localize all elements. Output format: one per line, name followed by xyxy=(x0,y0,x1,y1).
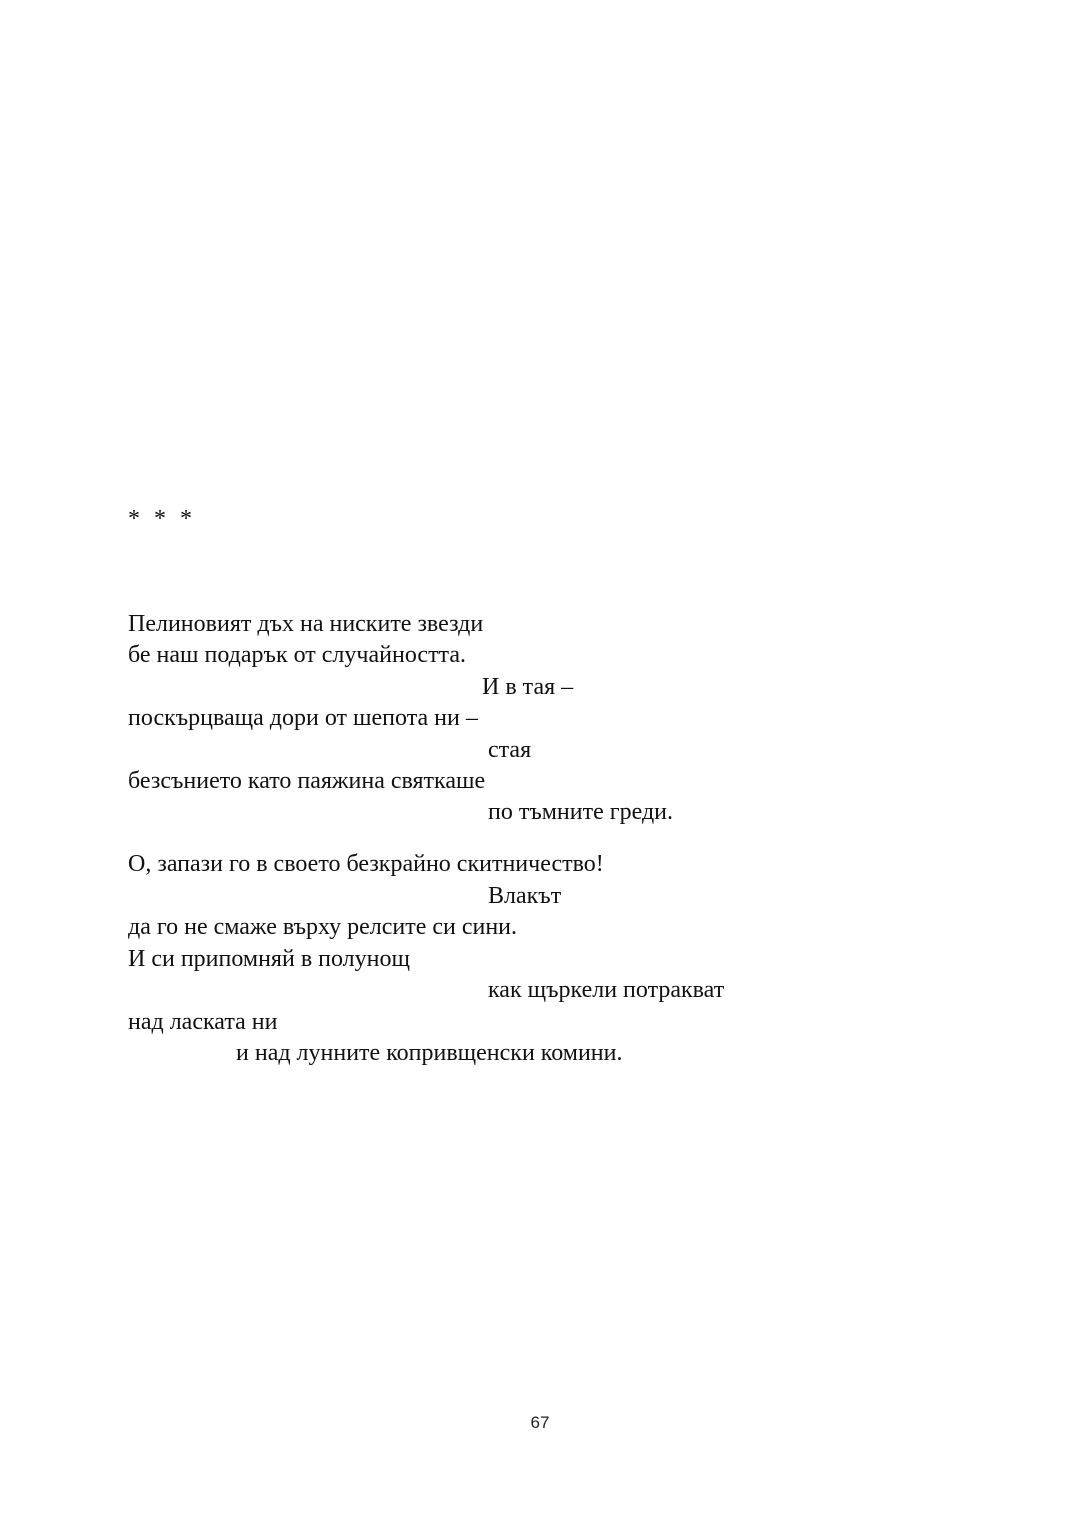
poem-line: Пелиновият дъх на ниските звезди xyxy=(128,611,484,637)
poem-line: И си припомняй в полунощ xyxy=(128,946,410,972)
poem-line: безсънието като паяжина святкаше xyxy=(128,768,486,794)
poem-line: над ласката ни xyxy=(128,1009,278,1035)
poem-line: и над лунните копривщенски комини. xyxy=(236,1040,623,1066)
page-number: 67 xyxy=(530,1413,550,1432)
poem-line: О, запази го в своето безкрайно скитничество! xyxy=(128,851,604,877)
poem-line: поскърцваща дори от шепота ни – xyxy=(128,705,478,731)
poem-line: бе наш подарък от случайността. xyxy=(128,642,466,668)
poem-line: как щъркели потракват xyxy=(488,977,725,1003)
poem-line: И в тая – xyxy=(482,674,574,700)
poem-line: да го не смаже върху релсите си сини. xyxy=(128,914,518,940)
poem-line: Влакът xyxy=(488,883,562,909)
section-marker: * * * xyxy=(128,506,196,532)
poem-line: стая xyxy=(488,737,532,763)
poem-line: по тъмните греди. xyxy=(488,799,673,825)
